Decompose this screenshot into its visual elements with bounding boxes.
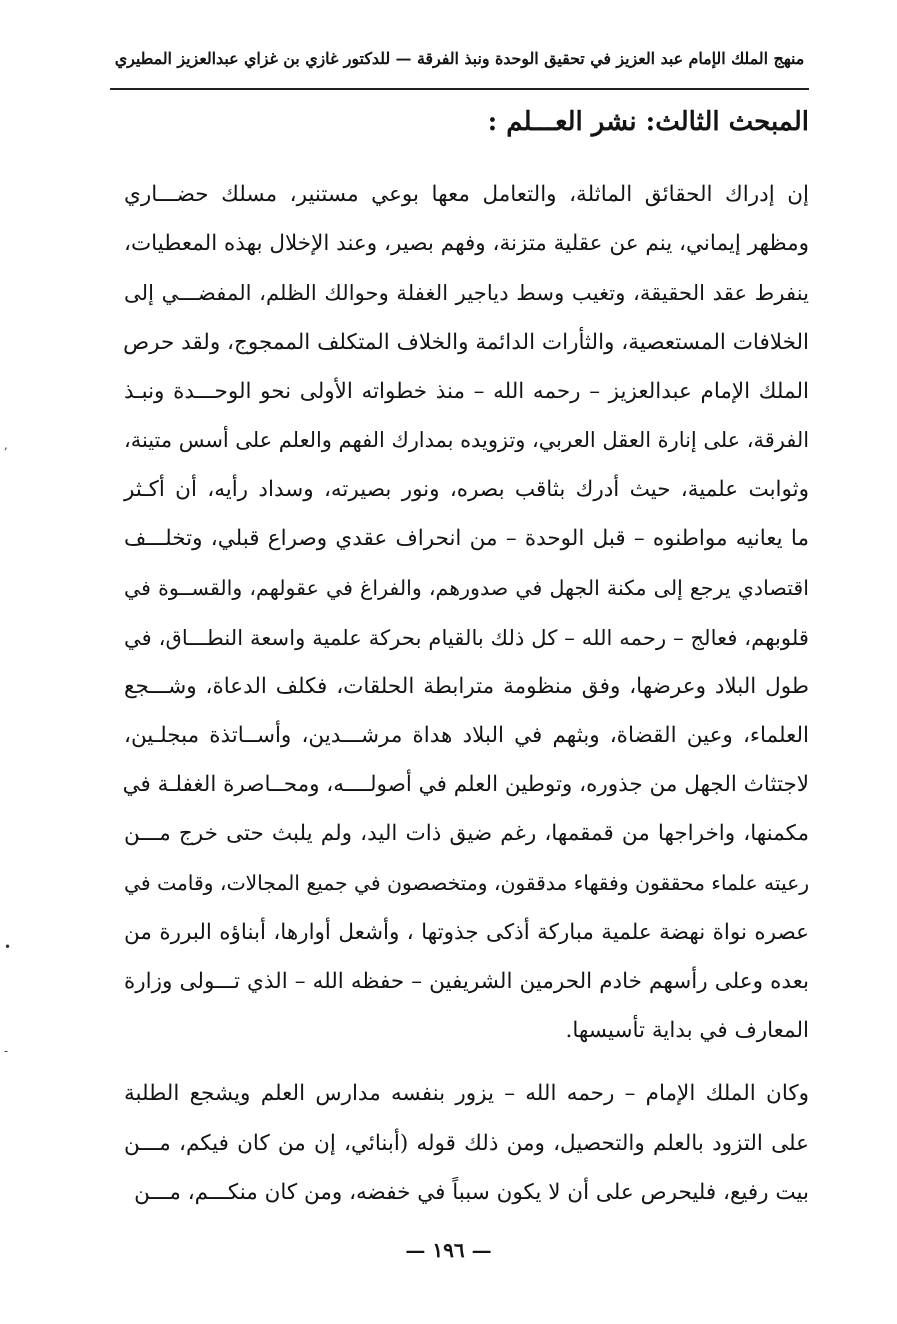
text-line: بيت رفيع، فليحرص على أن لا يكون سبباً في خفضه، ومن كان منكـــم، مـــن bbox=[134, 1179, 809, 1205]
section-title: المبحث الثالث: نشر العـــلم : bbox=[487, 107, 809, 137]
margin-mark: - bbox=[4, 1044, 9, 1058]
text-line: العلماء، وعين القضاة، وبثهم في البلاد هداة مرشـــدين، وأســاتذة مبجلـين، bbox=[124, 723, 809, 749]
margin-mark: , bbox=[4, 438, 8, 452]
text-line: وكان الملك الإمام – رحمه الله – يزور بنفسه مدارس العلم ويشجع الطلبة bbox=[124, 1081, 809, 1107]
paragraph-gap bbox=[124, 1055, 809, 1069]
text-line: ينفرط عقد الحقيقة، وتغيب وسط دياجير الغفلة وحوالك الظلم، المفضـــي إلى bbox=[124, 280, 809, 306]
text-line: الخلافات المستعصية، والثأرات الدائمة والخلاف المتكلف الممجوج، ولقد حرص bbox=[123, 329, 809, 355]
body-text bbox=[124, 170, 809, 1217]
text-line: المعارف في بداية تأسيسها. bbox=[565, 1018, 809, 1044]
text-line: ما يعانيه مواطنوه – قبل الوحدة – من انحراف عقدي وصراع قبلي، وتخلـــف bbox=[124, 526, 809, 552]
text-line: عصره نواة نهضة علمية مباركة أذكى جذوتها ، وأشعل أوارها، أبناؤه البررة من bbox=[124, 919, 809, 945]
text-line: اقتصادي يرجع إلى مكنة الجهل في صدورهم، والفراغ في عقولهم، والقســوة في bbox=[124, 575, 809, 600]
text-line: قلوبهم، فعالج – رحمه الله – كل ذلك بالقيام بحركة علمية واسعة النطـــاق، في bbox=[124, 624, 809, 650]
page-number: — ١٩٦ — bbox=[405, 1238, 492, 1262]
header-rule bbox=[110, 88, 809, 90]
paragraph bbox=[124, 1069, 809, 1217]
text-line: بعده وعلى رأسهم خادم الحرمين الشريفين – حفظه الله – الذي تـــولى وزارة bbox=[124, 969, 809, 994]
text-line: الملك الإمام عبدالعزيز – رحمه الله – منذ خطواته الأولى نحو الوحـــدة ونبـذ bbox=[124, 378, 809, 404]
text-line: وثوابت علمية، حيث أدرك بثاقب بصره، ونور بصيرته، وسداد رأيه، أن أكـثر bbox=[124, 477, 809, 503]
text-line: ومظهر إيماني، ينم عن عقلية متزنة، وفهم بصير، وعند الإخلال بهذه المعطيات، bbox=[124, 231, 809, 257]
text-line: إن إدراك الحقائق الماثلة، والتعامل معها بوعي مستنير، مسلك حضـــاري bbox=[124, 182, 809, 207]
text-line: لاجتثاث الجهل من جذوره، وتوطين العلم في أصولــــه، ومحــاصرة الغفلـة في bbox=[122, 772, 809, 798]
text-line: على التزود بالعلم والتحصيل، ومن ذلك قوله (أبنائي، إن من كان فيكم، مـــن bbox=[124, 1130, 809, 1156]
text-line: مكمنها، واخراجها من قمقمها، رغم ضيق ذات اليد، ولم يلبث حتى خرج مـــن bbox=[124, 821, 809, 847]
text-line: طول البلاد وعرضها، وفق منظومة مترابطة الحلقات، فكلف الدعاة، وشـــجع bbox=[124, 673, 809, 699]
paragraph bbox=[124, 170, 809, 1055]
running-header: منهج الملك الإمام عبد العزيز في تحقيق الوحدة ونبذ الفرقة — للدكتور غازي بن غزاي عبدالعزيز المطيري bbox=[114, 49, 805, 68]
margin-mark: • bbox=[4, 940, 12, 954]
text-line: الفرقة، على إنارة العقل العربي، وتزويده بمدارك الفهم والعلم على أسس متينة، bbox=[124, 427, 809, 452]
text-line: رعيته علماء محققون وفقهاء مدققون، ومتخصصون في جميع المجالات، وقامت في bbox=[123, 870, 809, 895]
